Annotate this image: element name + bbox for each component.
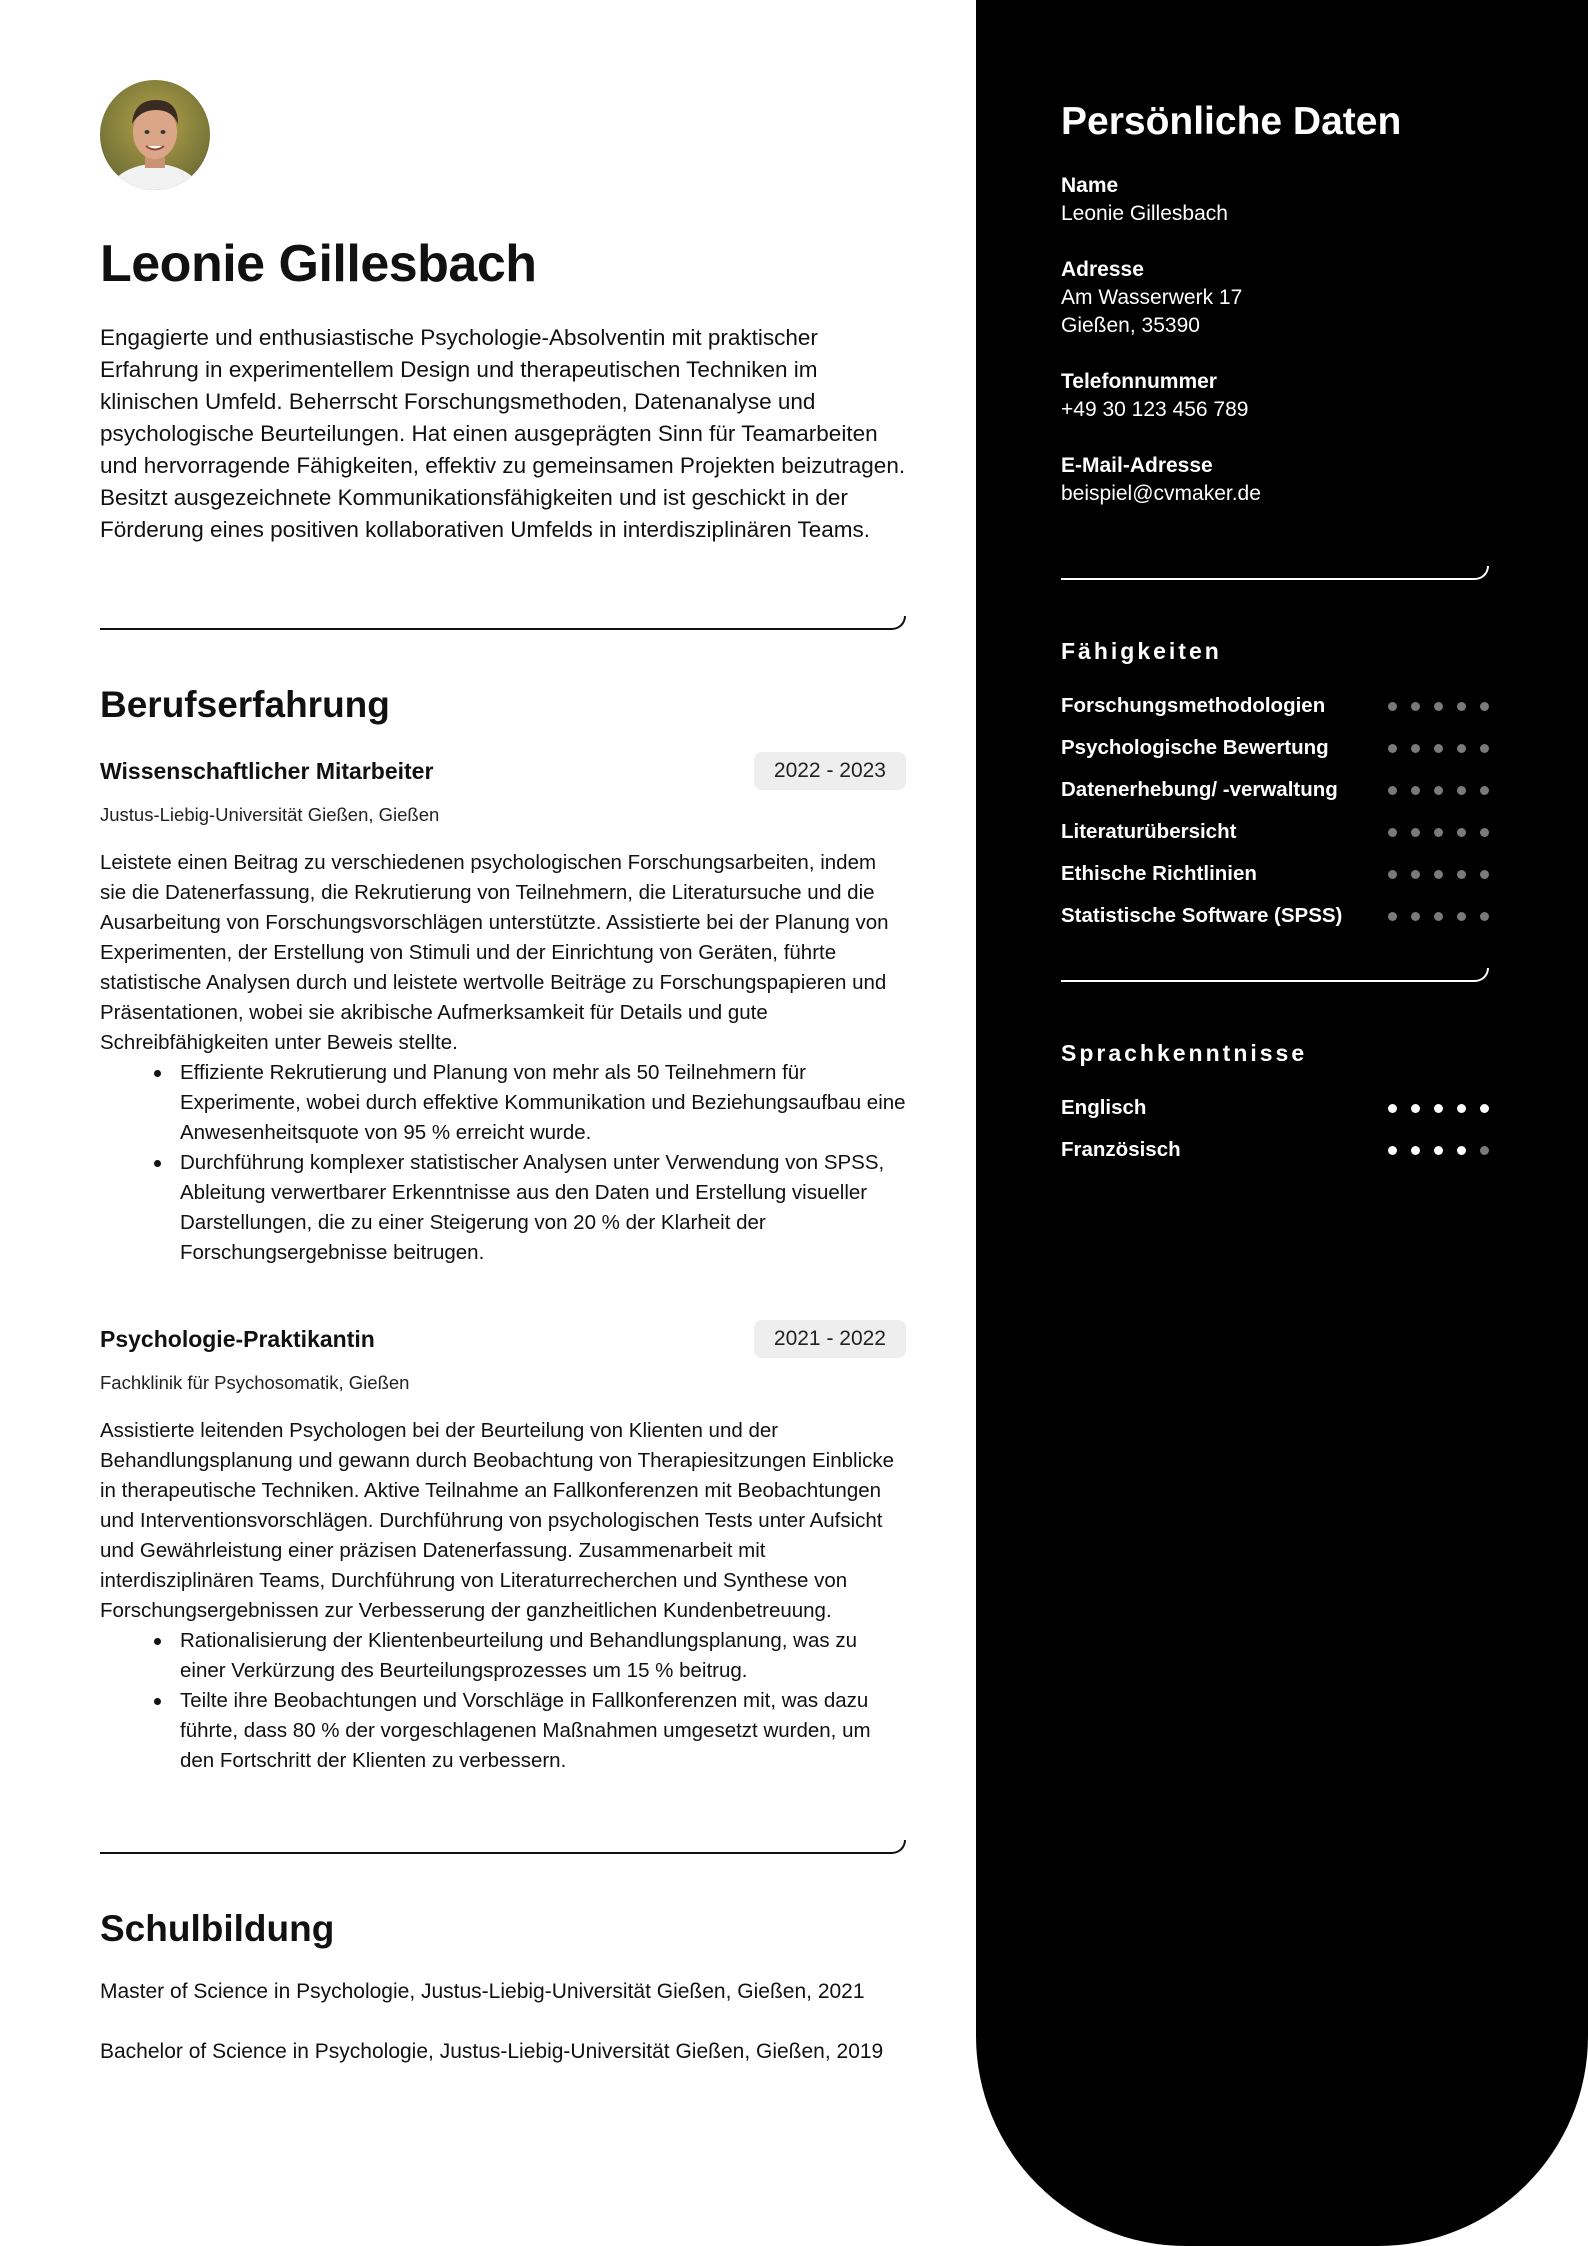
job-title: Psychologie-Praktikantin xyxy=(100,1326,375,1352)
job-entry xyxy=(100,752,906,1268)
rating-dot-icon xyxy=(1480,912,1489,921)
phone-label: Telefonnummer xyxy=(1061,370,1217,393)
rating-dot-icon xyxy=(1457,870,1466,879)
rating-dot-icon xyxy=(1480,828,1489,837)
rating-dot-icon xyxy=(1411,828,1420,837)
rating-dot-icon xyxy=(1388,828,1397,837)
achievement-item: Teilte ihre Beobachtungen und Vorschläge in Fallkonferenzen mit, was dazu führte, dass 80 % der vorgeschlagenen Maßnahmen umgesetzt wurden, um den Fortschritt der Klienten zu verbessern. xyxy=(180,1686,906,1776)
section-divider xyxy=(100,1840,906,1854)
rating-dot-icon xyxy=(1434,870,1443,879)
rating-dot-icon xyxy=(1480,702,1489,711)
rating-dot-icon xyxy=(1388,1146,1397,1155)
job-achievements xyxy=(100,1058,906,1268)
skills-name: Psychologische Bewertung xyxy=(1061,736,1329,759)
skills-rating xyxy=(1388,702,1489,711)
skills-rating xyxy=(1388,912,1489,921)
rating-dot-icon xyxy=(1388,786,1397,795)
skills-heading: Fähigkeiten xyxy=(1061,638,1222,664)
rating-dot-icon xyxy=(1457,1146,1466,1155)
job-company: Fachklinik für Psychosomatik, Gießen xyxy=(100,1372,410,1393)
rating-dot-icon xyxy=(1388,702,1397,711)
rating-dot-icon xyxy=(1434,786,1443,795)
rating-dot-icon xyxy=(1388,912,1397,921)
rating-dot-icon xyxy=(1388,1104,1397,1113)
rating-dot-icon xyxy=(1434,912,1443,921)
achievement-item: Rationalisierung der Klientenbeurteilung und Behandlungsplanung, was zu einer Verkürzung des Beurteilungsprozesses um 15 % beitrug. xyxy=(180,1626,906,1686)
personal-email xyxy=(1061,452,1261,508)
job-description: Assistierte leitenden Psychologen bei der Beurteilung von Klienten und der Behandlungsplanung und gewann durch Beobachtung von Therapiesitzungen Einblicke in therapeutische Techniken. Aktive Teilnahme an Fallkonferenzen mit Beobachtungen und Interventionsvorschlägen. Durchführung von psychologischen Tests unter Aufsicht und Gewährleistung einer präzisen Datenerfassung. Zusammenarbeit mit interdisziplinären Teams, Durchführung von Literaturrecherchen und Synthese von Forschungsergebnissen zur Verbesserung der ganzheitlichen Kundenbetreuung. xyxy=(100,1419,895,1622)
skills-rating xyxy=(1388,786,1489,795)
skills-rating xyxy=(1388,744,1489,753)
education-item: Master of Science in Psychologie, Justus-Liebig-Universität Gießen, Gießen, 2021 xyxy=(100,1980,865,2003)
email-value: beispiel@cvmaker.de xyxy=(1061,482,1261,505)
rating-dot-icon xyxy=(1457,786,1466,795)
address-label: Adresse xyxy=(1061,258,1144,281)
rating-dot-icon xyxy=(1457,702,1466,711)
sidebar-divider xyxy=(1061,566,1489,580)
job-title: Wissenschaftlicher Mitarbeiter xyxy=(100,758,434,784)
address-line: Gießen, 35390 xyxy=(1061,314,1200,337)
rating-dot-icon xyxy=(1434,744,1443,753)
rating-dot-icon xyxy=(1411,912,1420,921)
rating-dot-icon xyxy=(1457,1104,1466,1113)
languages-name: Englisch xyxy=(1061,1096,1147,1119)
skills-rating xyxy=(1388,870,1489,879)
achievement-item: Durchführung komplexer statistischer Analysen unter Verwendung von SPSS, Ableitung verwertbarer Erkenntnisse aus den Daten und Erstellung visueller Darstellungen, die zu einer Steigerung von 20 % der Klarheit der Forschungsergebnisse beitrugen. xyxy=(180,1148,906,1268)
job-achievements xyxy=(100,1626,906,1776)
languages-heading: Sprachkenntnisse xyxy=(1061,1040,1308,1066)
rating-dot-icon xyxy=(1411,870,1420,879)
skills-row xyxy=(1061,860,1489,890)
rating-dot-icon xyxy=(1388,744,1397,753)
rating-dot-icon xyxy=(1480,1146,1489,1155)
profile-summary: Engagierte und enthusiastische Psychologie-Absolventin mit praktischer Erfahrung in experimentellem Design und therapeutischen Techniken im klinischen Umfeld. Beherrscht Forschungsmethoden, Datenanalyse und psychologische Beurteilungen. Hat einen ausgeprägten Sinn für Teamarbeiten und hervorragende Fähigkeiten, effektiv zu gemeinsamen Projekten beizutragen. Besitzt ausgezeichnete Kommunikationsfähigkeiten und ist geschickt in der Förderung eines positiven kollaborativen Umfelds in interdisziplinären Teams. xyxy=(100,325,906,542)
rating-dot-icon xyxy=(1434,1146,1443,1155)
profile-photo xyxy=(100,80,210,190)
skills-row xyxy=(1061,776,1489,806)
skills-row xyxy=(1061,902,1489,932)
job-years-badge: 2021 - 2022 xyxy=(754,1320,906,1358)
skills-name: Forschungsmethodologien xyxy=(1061,694,1326,717)
rating-dot-icon xyxy=(1388,870,1397,879)
rating-dot-icon xyxy=(1411,702,1420,711)
section-divider xyxy=(100,616,906,630)
rating-dot-icon xyxy=(1480,786,1489,795)
rating-dot-icon xyxy=(1411,1146,1420,1155)
languages-rating xyxy=(1388,1104,1489,1113)
personal-address xyxy=(1061,256,1242,340)
sidebar xyxy=(976,0,1588,2246)
sidebar-divider xyxy=(1061,968,1489,982)
skills-name: Datenerhebung/ -verwaltung xyxy=(1061,778,1338,801)
experience-heading: Berufserfahrung xyxy=(100,684,390,725)
rating-dot-icon xyxy=(1457,912,1466,921)
rating-dot-icon xyxy=(1411,1104,1420,1113)
skills-row xyxy=(1061,818,1489,848)
skills-row xyxy=(1061,692,1489,722)
personal-data-heading: Persönliche Daten xyxy=(1061,100,1402,143)
skills-row xyxy=(1061,734,1489,764)
rating-dot-icon xyxy=(1434,828,1443,837)
skills-name: Ethische Richtlinien xyxy=(1061,862,1257,885)
rating-dot-icon xyxy=(1480,870,1489,879)
skills-name: Statistische Software (SPSS) xyxy=(1061,904,1343,927)
languages-row xyxy=(1061,1136,1489,1166)
name-value: Leonie Gillesbach xyxy=(1061,202,1228,225)
rating-dot-icon xyxy=(1480,1104,1489,1113)
skills-name: Literaturübersicht xyxy=(1061,820,1237,843)
rating-dot-icon xyxy=(1411,786,1420,795)
education-heading: Schulbildung xyxy=(100,1908,335,1949)
skills-rating xyxy=(1388,828,1489,837)
job-company: Justus-Liebig-Universität Gießen, Gießen xyxy=(100,804,440,825)
name-label: Name xyxy=(1061,174,1119,197)
rating-dot-icon xyxy=(1434,702,1443,711)
languages-rating xyxy=(1388,1146,1489,1155)
job-entry xyxy=(100,1320,906,1776)
email-label: E-Mail-Adresse xyxy=(1061,454,1213,477)
candidate-name: Leonie Gillesbach xyxy=(100,235,537,293)
avatar xyxy=(100,80,210,190)
personal-phone xyxy=(1061,368,1248,424)
rating-dot-icon xyxy=(1457,744,1466,753)
rating-dot-icon xyxy=(1480,744,1489,753)
languages-row xyxy=(1061,1094,1489,1124)
achievement-item: Effiziente Rekrutierung und Planung von mehr als 50 Teilnehmern für Experimente, wobei durch effektive Kommunikation und Beziehungsaufbau eine Anwesenheitsquote von 95 % erreicht wurde. xyxy=(180,1058,906,1148)
rating-dot-icon xyxy=(1411,744,1420,753)
languages-name: Französisch xyxy=(1061,1138,1181,1161)
address-line: Am Wasserwerk 17 xyxy=(1061,286,1243,309)
personal-name xyxy=(1061,172,1228,228)
rating-dot-icon xyxy=(1434,1104,1443,1113)
job-years-badge: 2022 - 2023 xyxy=(754,752,906,790)
job-description: Leistete einen Beitrag zu verschiedenen psychologischen Forschungsarbeiten, indem sie die Datenerfassung, die Rekrutierung von Teilnehmern, die Literatursuche und die Ausarbeitung von Forschungsvorschlägen unterstützte. Assistierte bei der Planung von Experimenten, der Erstellung von Stimuli und der Einrichtung von Geräten, führte statistische Analysen durch und leistete wertvolle Beiträge zu Forschungspapieren und Präsentationen, wobei sie akribische Aufmerksamkeit für Details und gute Schreibfähigkeiten unter Beweis stellte. xyxy=(100,851,889,1054)
education-item: Bachelor of Science in Psychologie, Justus-Liebig-Universität Gießen, Gießen, 2019 xyxy=(100,2040,884,2063)
rating-dot-icon xyxy=(1457,828,1466,837)
phone-value: +49 30 123 456 789 xyxy=(1061,398,1249,421)
